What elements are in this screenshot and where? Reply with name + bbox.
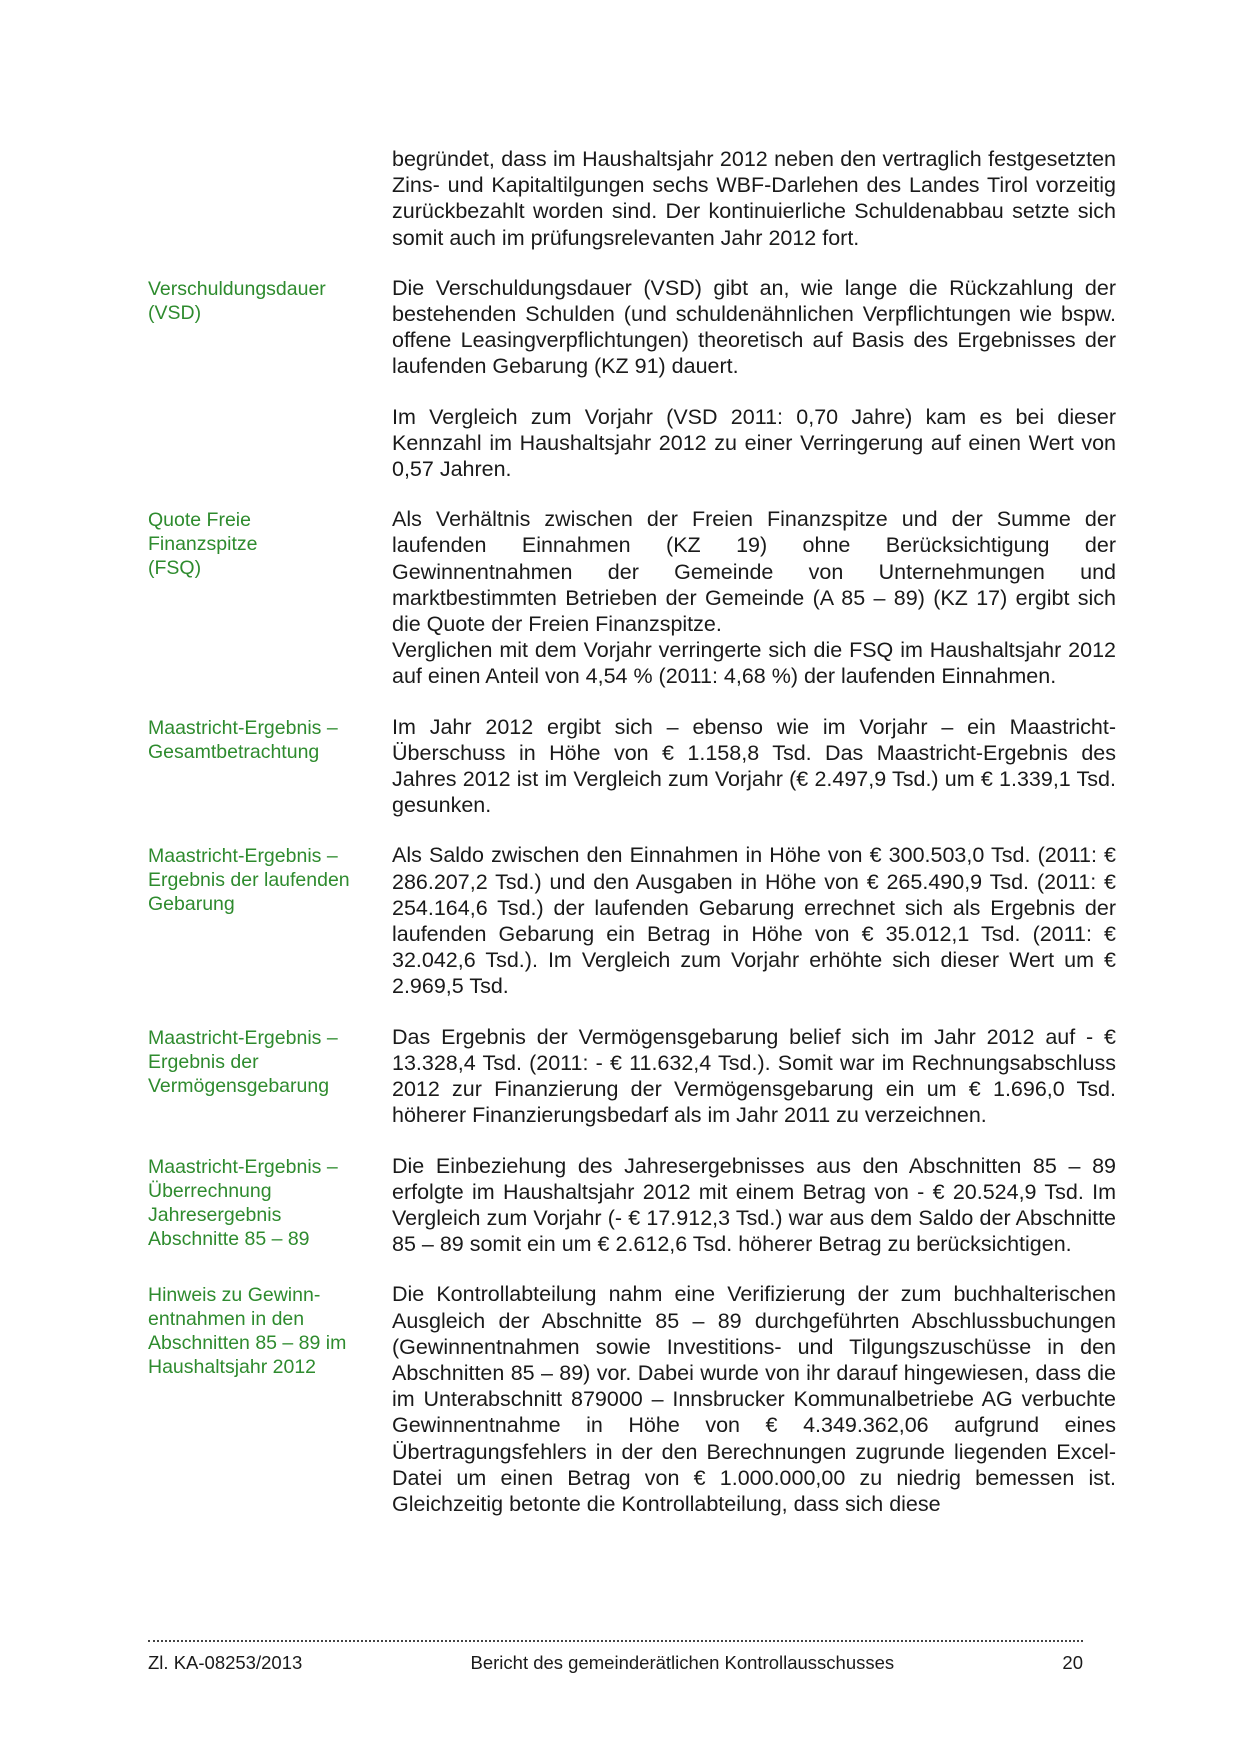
margin-note-line: Haushaltsjahr 2012	[148, 1356, 317, 1379]
body-paragraph: Die Verschuldungsdauer (VSD) gibt an, wie lange die Rückzahlung der bestehenden Schulden (und schuldenähnlichen Verpflichtungen wie bspw. offene Leasingverpflichtungen) theoretisch auf Basis des Ergebnisses der laufenden Gebarung (KZ 91) dauert.	[392, 275, 1116, 379]
margin-note	[148, 842, 392, 999]
body-paragraph: Das Ergebnis der Vermögensgebarung belief sich im Jahr 2012 auf - € 13.328,4 Tsd. (2011: - € 11.632,4 Tsd.). Somit war im Rechnungsabschluss 2012 zur Finanzierung der Vermögensgebarung ein um € 1.696,0 Tsd. höherer Finanzierungsbedarf als im Jahr 2011 zu verzeichnen.	[392, 1024, 1116, 1128]
margin-note-line: Quote Freie	[148, 509, 251, 532]
report-section	[148, 1024, 1116, 1129]
section-body	[392, 1024, 1116, 1129]
margin-note-line: Abschnitten 85 – 89 im	[148, 1332, 347, 1355]
margin-note	[148, 1281, 392, 1517]
margin-note	[148, 1153, 392, 1258]
report-section	[148, 842, 1116, 999]
margin-note-line: (VSD)	[148, 301, 202, 324]
margin-note	[148, 1024, 392, 1129]
report-section	[148, 275, 1116, 482]
report-section	[148, 146, 1116, 251]
section-body	[392, 1153, 1116, 1258]
report-section	[148, 714, 1116, 819]
margin-note-line: Maastricht-Ergebnis –	[148, 716, 338, 739]
margin-note	[148, 146, 392, 251]
section-body	[392, 714, 1116, 819]
body-paragraph: Die Einbeziehung des Jahresergebnisses aus den Abschnitten 85 – 89 erfolgte im Haushaltsjahr 2012 mit einem Betrag von - € 20.524,9 Tsd. Im Vergleich zum Vorjahr (- € 17.912,3 Tsd.) war aus dem Saldo der Abschnitte 85 – 89 somit ein um € 2.612,6 Tsd. höherer Betrag zu berücksichtigen.	[392, 1153, 1116, 1257]
margin-note-line: Gesamtbetrachtung	[148, 740, 320, 763]
margin-note-line: Ergebnis der	[148, 1050, 259, 1073]
margin-note-line: Überrechnung	[148, 1179, 272, 1202]
margin-note-line: Vermögensgebarung	[148, 1074, 330, 1097]
margin-note-line: Maastricht-Ergebnis –	[148, 1026, 338, 1049]
margin-note-line: entnahmen in den	[148, 1308, 305, 1331]
margin-note	[148, 275, 392, 482]
footer-page-number: 20	[1062, 1652, 1083, 1673]
margin-note-line: Ergebnis der laufenden	[148, 869, 350, 892]
margin-note-line: Maastricht-Ergebnis –	[148, 1155, 338, 1178]
body-paragraph: begründet, dass im Haushaltsjahr 2012 neben den vertraglich festgesetzten Zins- und Kapitaltilgungen sechs WBF-Darlehen des Landes Tirol vorzeitig zurückbezahlt worden sind. Der kontinuierliche Schuldenabbau setzte sich somit auch im prüfungsrelevanten Jahr 2012 fort.	[392, 147, 1116, 250]
body-paragraph: Im Jahr 2012 ergibt sich – ebenso wie im Vorjahr – ein Maastricht-Überschuss in Höhe von € 1.158,8 Tsd. Das Maastricht-Ergebnis des Jahres 2012 ist im Vergleich zum Vorjahr (€ 2.497,9 Tsd.) um € 1.339,1 Tsd. gesunken.	[392, 714, 1116, 818]
margin-note-line: Gebarung	[148, 893, 235, 916]
footer-divider	[148, 1640, 1083, 1642]
body-paragraph: Als Saldo zwischen den Einnahmen in Höhe von € 300.503,0 Tsd. (2011: € 286.207,2 Tsd.) und den Ausgaben in Höhe von € 265.490,9 Tsd. (2011: € 254.164,6 Tsd.) der laufenden Gebarung errechnet sich als Ergebnis der laufenden Gebarung ein Betrag in Höhe von € 35.012,1 Tsd. (2011: € 32.042,6 Tsd.). Im Vergleich zum Vorjahr erhöhte sich dieser Wert um € 2.969,5 Tsd.	[392, 843, 1116, 999]
section-body	[392, 275, 1116, 482]
section-body	[392, 506, 1116, 689]
margin-note	[148, 506, 392, 689]
report-section	[148, 1281, 1116, 1517]
margin-note-line: Abschnitte 85 – 89	[148, 1227, 310, 1250]
body-paragraph: Als Verhältnis zwischen der Freien Finanzspitze und der Summe der laufenden Einnahmen (KZ 19) ohne Berücksichtigung der Gewinnentnahmen der Gemeinde von Unternehmungen und marktbestimmten Betrieben der Gemeinde (A 85 – 89) (KZ 17) ergibt sich die Quote der Freien Finanzspitze.	[392, 507, 1116, 637]
footer-reference: Zl. KA-08253/2013	[148, 1652, 303, 1673]
margin-note-line: (FSQ)	[148, 557, 202, 580]
body-paragraph: Die Kontrollabteilung nahm eine Verifizierung der zum buchhalterischen Ausgleich der Abschnitte 85 – 89 durchgeführten Abschlussbuchungen (Gewinnentnahmen sowie Investitions- und Tilgungszuschüsse in den Abschnitten 85 – 89) vor. Dabei wurde von ihr darauf hingewiesen, dass die im Unterabschnitt 879000 – Innsbrucker Kommunalbetriebe AG verbuchte Gewinnentnahme in Höhe von € 4.349.362,06 aufgrund eines Übertragungsfehlers in der den Berechnungen zugrunde liegenden Excel-Datei um einen Betrag von € 1.000.000,00 zu niedrig bemessen ist. Gleichzeitig betonte die Kontrollabteilung, dass sich diese	[392, 1282, 1116, 1516]
margin-note	[148, 714, 392, 819]
body-paragraph: Im Vergleich zum Vorjahr (VSD 2011: 0,70 Jahre) kam es bei dieser Kennzahl im Haushaltsjahr 2012 zu einer Verringerung auf einen Wert von 0,57 Jahren.	[392, 404, 1116, 482]
footer-title: Bericht des gemeinderätlichen Kontrollausschusses	[470, 1652, 895, 1673]
report-content	[148, 146, 1116, 1541]
section-body	[392, 1281, 1116, 1517]
margin-note-line: Hinweis zu Gewinn-	[148, 1284, 321, 1307]
section-body	[392, 146, 1116, 251]
margin-note-line: Maastricht-Ergebnis –	[148, 845, 338, 868]
page-footer	[148, 1652, 1083, 1674]
section-body	[392, 842, 1116, 999]
report-section	[148, 506, 1116, 689]
margin-note-line: Finanzspitze	[148, 533, 258, 556]
margin-note-line: Verschuldungsdauer	[148, 277, 326, 300]
body-paragraph: Verglichen mit dem Vorjahr verringerte sich die FSQ im Haushaltsjahr 2012 auf einen Anteil von 4,54 % (2011: 4,68 %) der laufenden Einnahmen.	[392, 638, 1116, 689]
report-section	[148, 1153, 1116, 1258]
margin-note-line: Jahresergebnis	[148, 1203, 282, 1226]
